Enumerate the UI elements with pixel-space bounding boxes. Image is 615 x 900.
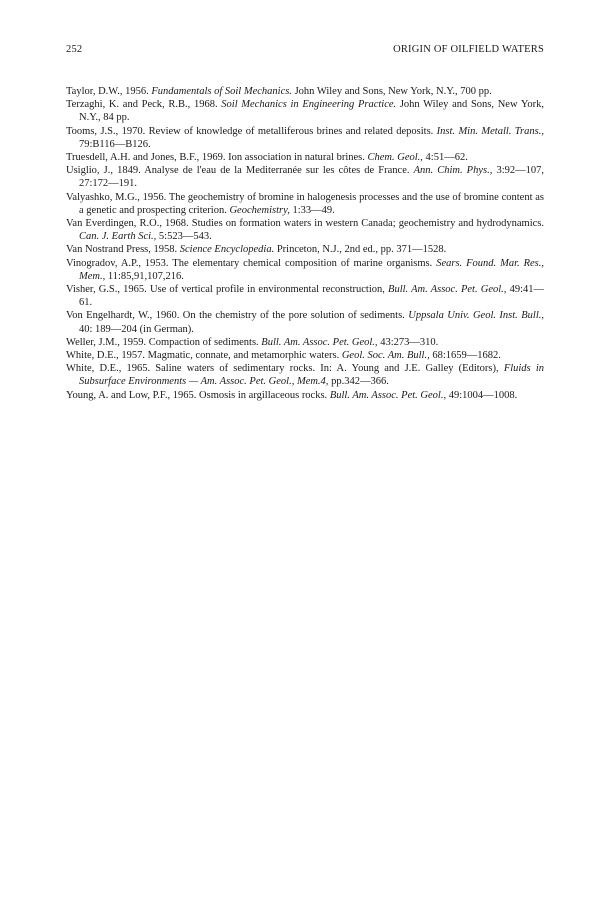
reference-list (66, 85, 544, 402)
reference-entry: Van Nostrand Press, 1958. Science Encyclopedia. Princeton, N.J., 2nd ed., pp. 371—1528. (66, 244, 447, 256)
page-header (66, 44, 544, 60)
reference-entry: Taylor, D.W., 1956. Fundamentals of Soil Mechanics. John Wiley and Sons, New York, N.Y., 700 pp. (66, 86, 492, 97)
reference-entry: Tooms, J.S., 1970. Review of knowledge of metalliferous brines and related deposits. Inst. Min. Metall. Trans., 79:B116—B126. (66, 125, 544, 150)
reference-entry: Usiglio, J., 1849. Analyse de l'eau de la Mediterranée sur les côtes de France. Ann. Chim. Phys., 3:92—107, 27:172—191. (66, 165, 544, 190)
reference-entry: Vinogradov, A.P., 1953. The elementary chemical composition of marine organisms. Sears. Found. Mar. Res., Mem., 11:85,91,107,216. (66, 257, 544, 282)
reference-entry: Truesdell, A.H. and Jones, B.F., 1969. Ion association in natural brines. Chem. Geol., 4:51—62. (66, 152, 468, 164)
reference-entry: Valyashko, M.G., 1956. The geochemistry of bromine in halogenesis processes and the use of bromine content as a genetic and prospecting criterion. Geochemistry, 1:33—49. (66, 191, 544, 216)
reference-entry: Weller, J.M., 1959. Compaction of sediments. Bull. Am. Assoc. Pet. Geol., 43:273—310. (66, 336, 439, 348)
reference-entry: White, D.E., 1957. Magmatic, connate, and metamorphic waters. Geol. Soc. Am. Bull., 68:1659—1682. (66, 350, 501, 362)
reference-entry: Young, A. and Low, P.F., 1965. Osmosis in argillaceous rocks. Bull. Am. Assoc. Pet. Geol., 49:1004—1008. (66, 389, 518, 401)
reference-entry: White, D.E., 1965. Saline waters of sedimentary rocks. In: A. Young and J.E. Galley (Editors), Fluids in Subsurface Environments — Am. Assoc. Pet. Geol., Mem.4, pp.342—366. (66, 363, 544, 388)
reference-entry: Von Engelhardt, W., 1960. On the chemistry of the pore solution of sediments. Uppsala Univ. Geol. Inst. Bull., 40: 189—204 (in German). (66, 310, 544, 335)
reference-entry: Van Everdingen, R.O., 1968. Studies on formation waters in western Canada; geochemistry and hydrodynamics. Can. J. Earth Sci., 5:523—543. (66, 218, 544, 243)
running-title: ORIGIN OF OILFIELD WATERS (393, 44, 544, 55)
reference-entry: Visher, G.S., 1965. Use of vertical profile in environmental reconstruction, Bull. Am. Assoc. Pet. Geol., 49:41—61. (66, 284, 544, 309)
reference-entry: Terzaghi, K. and Peck, R.B., 1968. Soil Mechanics in Engineering Practice. John Wiley and Sons, New York, N.Y., 84 pp. (66, 99, 544, 124)
page-number: 252 (66, 44, 83, 55)
